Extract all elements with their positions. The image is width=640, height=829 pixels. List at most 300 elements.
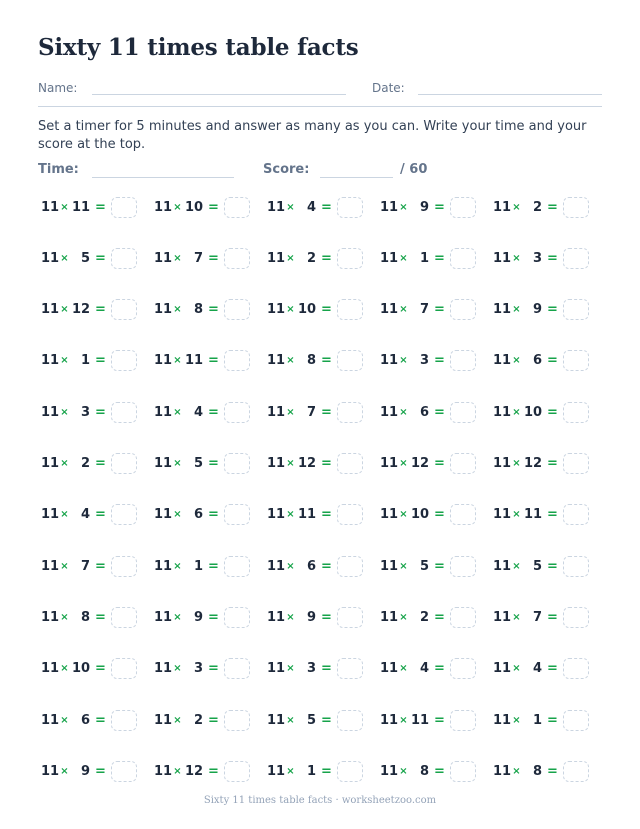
answer-box[interactable] <box>563 197 589 218</box>
factor-a: 11 <box>154 250 173 266</box>
factor-a: 11 <box>380 199 399 215</box>
times-sign: × <box>512 458 521 469</box>
name-line[interactable] <box>92 94 346 95</box>
equals-sign: = <box>208 507 219 523</box>
answer-box[interactable] <box>563 402 589 423</box>
times-sign: × <box>60 304 69 316</box>
factor-a: 11 <box>493 199 512 215</box>
factor-a: 11 <box>154 404 173 420</box>
answer-box[interactable] <box>111 248 137 269</box>
fact-item <box>493 299 589 321</box>
fact-item <box>41 453 137 475</box>
equals-sign: = <box>434 609 445 625</box>
times-sign: × <box>512 611 521 623</box>
equals-sign: = <box>321 456 332 471</box>
factor-b: 2 <box>306 250 316 266</box>
equals-sign: = <box>321 558 332 574</box>
times-sign: × <box>60 458 69 469</box>
factor-b: 10 <box>411 507 430 523</box>
equals-sign: = <box>547 353 558 369</box>
date-line[interactable] <box>418 94 602 95</box>
times-sign: × <box>286 406 295 418</box>
equals-sign: = <box>208 302 219 318</box>
answer-box[interactable] <box>450 299 476 320</box>
times-sign: × <box>512 406 521 418</box>
factor-a: 11 <box>267 661 286 677</box>
times-sign: × <box>399 406 408 418</box>
factor-b: 3 <box>80 404 90 420</box>
factor-b: 8 <box>532 763 542 779</box>
answer-box[interactable] <box>224 710 250 731</box>
fact-item <box>380 247 476 269</box>
answer-box[interactable] <box>111 402 137 423</box>
answer-box[interactable] <box>224 197 250 218</box>
factor-b: 2 <box>532 199 542 215</box>
answer-box[interactable] <box>563 607 589 628</box>
answer-box[interactable] <box>450 607 476 628</box>
factor-a: 11 <box>41 404 60 420</box>
times-sign: × <box>173 663 182 675</box>
factor-b: 11 <box>411 712 430 728</box>
factor-a: 11 <box>154 763 173 779</box>
fact-item <box>493 196 589 218</box>
factor-a: 11 <box>41 353 60 369</box>
fact-item <box>154 196 250 218</box>
answer-box[interactable] <box>450 248 476 269</box>
fact-item <box>41 504 137 526</box>
factor-a: 11 <box>380 404 399 420</box>
factor-b: 6 <box>306 558 316 574</box>
answer-box[interactable] <box>224 350 250 371</box>
factor-a: 11 <box>493 404 512 420</box>
fact-item <box>267 504 363 526</box>
times-sign: × <box>512 304 521 316</box>
answer-box[interactable] <box>111 197 137 218</box>
answer-box[interactable] <box>337 453 363 474</box>
fact-item <box>267 401 363 423</box>
factor-b: 1 <box>419 250 429 266</box>
answer-box[interactable] <box>224 658 250 679</box>
equals-sign: = <box>95 250 106 266</box>
fact-item <box>380 453 476 475</box>
equals-sign: = <box>321 199 332 215</box>
answer-box[interactable] <box>111 761 137 782</box>
factor-b: 1 <box>193 558 203 574</box>
factor-a: 11 <box>493 712 512 728</box>
factor-a: 11 <box>493 302 512 318</box>
date-label: Date: <box>372 81 405 95</box>
answer-box[interactable] <box>224 453 250 474</box>
factor-b: 2 <box>80 456 90 471</box>
answer-box[interactable] <box>337 761 363 782</box>
answer-box[interactable] <box>450 658 476 679</box>
times-sign: × <box>286 252 295 264</box>
fact-item <box>493 504 589 526</box>
equals-sign: = <box>208 199 219 215</box>
factor-a: 11 <box>267 404 286 420</box>
times-sign: × <box>173 201 182 213</box>
fact-item <box>41 709 137 731</box>
factor-a: 11 <box>493 609 512 625</box>
factor-b: 6 <box>419 404 429 420</box>
equals-sign: = <box>547 609 558 625</box>
times-sign: × <box>173 355 182 367</box>
answer-box[interactable] <box>450 453 476 474</box>
fact-item <box>41 196 137 218</box>
factor-b: 5 <box>80 250 90 266</box>
time-line[interactable] <box>92 177 234 178</box>
times-sign: × <box>286 714 295 726</box>
factor-a: 11 <box>154 661 173 677</box>
fact-item <box>267 350 363 372</box>
factor-b: 9 <box>80 763 90 779</box>
times-sign: × <box>60 201 69 213</box>
score-line[interactable] <box>320 177 393 178</box>
fact-item <box>41 247 137 269</box>
factor-a: 11 <box>493 661 512 677</box>
factor-a: 11 <box>267 712 286 728</box>
times-sign: × <box>173 252 182 264</box>
factor-b: 5 <box>419 558 429 574</box>
equals-sign: = <box>321 507 332 523</box>
equals-sign: = <box>434 250 445 266</box>
fact-item <box>493 658 589 680</box>
answer-box[interactable] <box>337 658 363 679</box>
factor-b: 12 <box>411 456 430 471</box>
answer-box[interactable] <box>224 402 250 423</box>
answer-box[interactable] <box>337 350 363 371</box>
factor-a: 11 <box>380 558 399 574</box>
answer-box[interactable] <box>450 197 476 218</box>
answer-box[interactable] <box>224 556 250 577</box>
answer-box[interactable] <box>450 556 476 577</box>
fact-item <box>154 350 250 372</box>
factor-a: 11 <box>493 456 512 471</box>
times-sign: × <box>60 611 69 623</box>
times-sign: × <box>286 458 295 469</box>
fact-item <box>493 401 589 423</box>
answer-box[interactable] <box>111 658 137 679</box>
factor-b: 7 <box>532 609 542 625</box>
times-sign: × <box>173 304 182 316</box>
factor-a: 11 <box>267 353 286 369</box>
fact-item <box>493 555 589 577</box>
equals-sign: = <box>208 456 219 471</box>
equals-sign: = <box>321 404 332 420</box>
answer-box[interactable] <box>563 710 589 731</box>
answer-box[interactable] <box>563 350 589 371</box>
equals-sign: = <box>95 507 106 523</box>
equals-sign: = <box>95 456 106 471</box>
factor-a: 11 <box>493 507 512 523</box>
factor-a: 11 <box>267 456 286 471</box>
answer-box[interactable] <box>111 299 137 320</box>
answer-box[interactable] <box>563 761 589 782</box>
times-sign: × <box>173 458 182 469</box>
fact-item <box>41 658 137 680</box>
factor-b: 12 <box>185 763 204 779</box>
answer-box[interactable] <box>111 556 137 577</box>
factor-b: 8 <box>193 302 203 318</box>
answer-box[interactable] <box>224 607 250 628</box>
times-sign: × <box>173 406 182 418</box>
factor-b: 10 <box>72 661 91 677</box>
fact-item <box>380 299 476 321</box>
time-label: Time: <box>38 162 79 177</box>
times-sign: × <box>512 252 521 264</box>
equals-sign: = <box>95 404 106 420</box>
factor-b: 6 <box>80 712 90 728</box>
fact-item <box>493 606 589 628</box>
fact-item <box>41 760 137 782</box>
answer-box[interactable] <box>111 350 137 371</box>
equals-sign: = <box>547 404 558 420</box>
fact-item <box>493 350 589 372</box>
fact-item <box>267 658 363 680</box>
fact-item <box>154 555 250 577</box>
answer-box[interactable] <box>337 607 363 628</box>
answer-box[interactable] <box>563 504 589 525</box>
equals-sign: = <box>321 661 332 677</box>
fact-item <box>267 299 363 321</box>
factor-a: 11 <box>380 302 399 318</box>
factor-b: 3 <box>419 353 429 369</box>
times-sign: × <box>399 560 408 572</box>
equals-sign: = <box>434 712 445 728</box>
factor-b: 7 <box>306 404 316 420</box>
times-sign: × <box>512 714 521 726</box>
equals-sign: = <box>321 609 332 625</box>
fact-item <box>154 760 250 782</box>
times-sign: × <box>60 663 69 675</box>
equals-sign: = <box>208 404 219 420</box>
factor-a: 11 <box>154 199 173 215</box>
equals-sign: = <box>95 712 106 728</box>
answer-box[interactable] <box>224 761 250 782</box>
answer-box[interactable] <box>337 710 363 731</box>
factor-a: 11 <box>267 199 286 215</box>
answer-box[interactable] <box>337 504 363 525</box>
answer-box[interactable] <box>337 299 363 320</box>
fact-item <box>154 504 250 526</box>
fact-item <box>493 709 589 731</box>
equals-sign: = <box>434 456 445 471</box>
fact-item <box>267 196 363 218</box>
factor-b: 5 <box>193 456 203 471</box>
answer-box[interactable] <box>450 761 476 782</box>
factor-b: 5 <box>532 558 542 574</box>
equals-sign: = <box>434 353 445 369</box>
fact-item <box>41 299 137 321</box>
factor-b: 11 <box>72 199 91 215</box>
answer-box[interactable] <box>224 299 250 320</box>
equals-sign: = <box>321 763 332 779</box>
fact-item <box>41 606 137 628</box>
factor-b: 1 <box>80 353 90 369</box>
factor-a: 11 <box>41 199 60 215</box>
answer-box[interactable] <box>111 453 137 474</box>
equals-sign: = <box>321 712 332 728</box>
name-label: Name: <box>38 81 78 95</box>
fact-item <box>267 453 363 475</box>
times-sign: × <box>60 560 69 572</box>
factor-b: 8 <box>306 353 316 369</box>
factor-b: 10 <box>185 199 204 215</box>
factor-b: 3 <box>532 250 542 266</box>
equals-sign: = <box>547 661 558 677</box>
answer-box[interactable] <box>563 658 589 679</box>
times-sign: × <box>512 509 521 521</box>
factor-b: 7 <box>80 558 90 574</box>
fact-item <box>267 606 363 628</box>
times-sign: × <box>173 509 182 521</box>
answer-box[interactable] <box>563 453 589 474</box>
answer-box[interactable] <box>450 504 476 525</box>
equals-sign: = <box>547 302 558 318</box>
factor-b: 4 <box>419 661 429 677</box>
factor-a: 11 <box>41 302 60 318</box>
equals-sign: = <box>321 302 332 318</box>
factor-b: 9 <box>419 199 429 215</box>
score-out-of: / 60 <box>400 162 428 177</box>
equals-sign: = <box>95 302 106 318</box>
fact-item <box>154 247 250 269</box>
factor-b: 8 <box>419 763 429 779</box>
factor-b: 11 <box>185 353 204 369</box>
equals-sign: = <box>208 353 219 369</box>
fact-item <box>493 247 589 269</box>
factor-b: 10 <box>524 404 543 420</box>
answer-box[interactable] <box>450 710 476 731</box>
fact-item <box>154 453 250 475</box>
factor-a: 11 <box>380 456 399 471</box>
factor-b: 12 <box>72 302 91 318</box>
fact-item <box>493 760 589 782</box>
answer-box[interactable] <box>450 402 476 423</box>
factor-b: 12 <box>298 456 317 471</box>
times-sign: × <box>512 765 521 777</box>
answer-box[interactable] <box>337 556 363 577</box>
factor-a: 11 <box>41 609 60 625</box>
factor-a: 11 <box>154 609 173 625</box>
factor-a: 11 <box>380 609 399 625</box>
factor-b: 9 <box>193 609 203 625</box>
equals-sign: = <box>208 250 219 266</box>
equals-sign: = <box>208 661 219 677</box>
factor-b: 1 <box>306 763 316 779</box>
times-sign: × <box>60 714 69 726</box>
times-sign: × <box>399 611 408 623</box>
fact-item <box>41 350 137 372</box>
equals-sign: = <box>547 763 558 779</box>
answer-box[interactable] <box>337 197 363 218</box>
equals-sign: = <box>434 558 445 574</box>
equals-sign: = <box>321 250 332 266</box>
equals-sign: = <box>321 353 332 369</box>
fact-item <box>380 350 476 372</box>
answer-box[interactable] <box>450 350 476 371</box>
equals-sign: = <box>547 712 558 728</box>
factor-a: 11 <box>154 558 173 574</box>
answer-box[interactable] <box>337 402 363 423</box>
times-sign: × <box>286 663 295 675</box>
factor-b: 4 <box>80 507 90 523</box>
times-sign: × <box>399 304 408 316</box>
equals-sign: = <box>547 250 558 266</box>
page-title: Sixty 11 times table facts <box>38 34 359 61</box>
equals-sign: = <box>95 558 106 574</box>
answer-box[interactable] <box>224 248 250 269</box>
fact-item <box>380 606 476 628</box>
times-sign: × <box>173 560 182 572</box>
factor-a: 11 <box>267 507 286 523</box>
factor-b: 9 <box>532 302 542 318</box>
times-sign: × <box>399 714 408 726</box>
factor-b: 3 <box>306 661 316 677</box>
factor-b: 11 <box>524 507 543 523</box>
answer-box[interactable] <box>337 248 363 269</box>
equals-sign: = <box>434 302 445 318</box>
equals-sign: = <box>208 712 219 728</box>
fact-item <box>380 658 476 680</box>
times-sign: × <box>399 201 408 213</box>
factor-a: 11 <box>380 661 399 677</box>
answer-box[interactable] <box>111 607 137 628</box>
factor-a: 11 <box>493 763 512 779</box>
answer-box[interactable] <box>563 248 589 269</box>
factor-b: 10 <box>298 302 317 318</box>
answer-box[interactable] <box>111 504 137 525</box>
factor-a: 11 <box>493 558 512 574</box>
fact-item <box>267 709 363 731</box>
fact-item <box>380 555 476 577</box>
factor-a: 11 <box>380 712 399 728</box>
times-sign: × <box>512 560 521 572</box>
fact-item <box>267 555 363 577</box>
factor-a: 11 <box>41 250 60 266</box>
answer-box[interactable] <box>563 299 589 320</box>
fact-item <box>267 247 363 269</box>
factor-b: 4 <box>193 404 203 420</box>
equals-sign: = <box>208 558 219 574</box>
factor-b: 4 <box>306 199 316 215</box>
factor-a: 11 <box>267 302 286 318</box>
factor-a: 11 <box>41 661 60 677</box>
factor-b: 6 <box>532 353 542 369</box>
times-sign: × <box>399 252 408 264</box>
answer-box[interactable] <box>224 504 250 525</box>
factor-a: 11 <box>154 302 173 318</box>
factor-a: 11 <box>154 353 173 369</box>
factor-a: 11 <box>380 353 399 369</box>
equals-sign: = <box>434 661 445 677</box>
factor-b: 6 <box>193 507 203 523</box>
times-sign: × <box>60 765 69 777</box>
factor-b: 2 <box>419 609 429 625</box>
fact-item <box>380 760 476 782</box>
factor-a: 11 <box>380 507 399 523</box>
factor-a: 11 <box>154 507 173 523</box>
answer-box[interactable] <box>111 710 137 731</box>
header-divider <box>38 106 602 107</box>
equals-sign: = <box>208 609 219 625</box>
equals-sign: = <box>95 353 106 369</box>
times-sign: × <box>60 252 69 264</box>
times-sign: × <box>60 355 69 367</box>
factor-a: 11 <box>41 558 60 574</box>
equals-sign: = <box>95 763 106 779</box>
answer-box[interactable] <box>563 556 589 577</box>
